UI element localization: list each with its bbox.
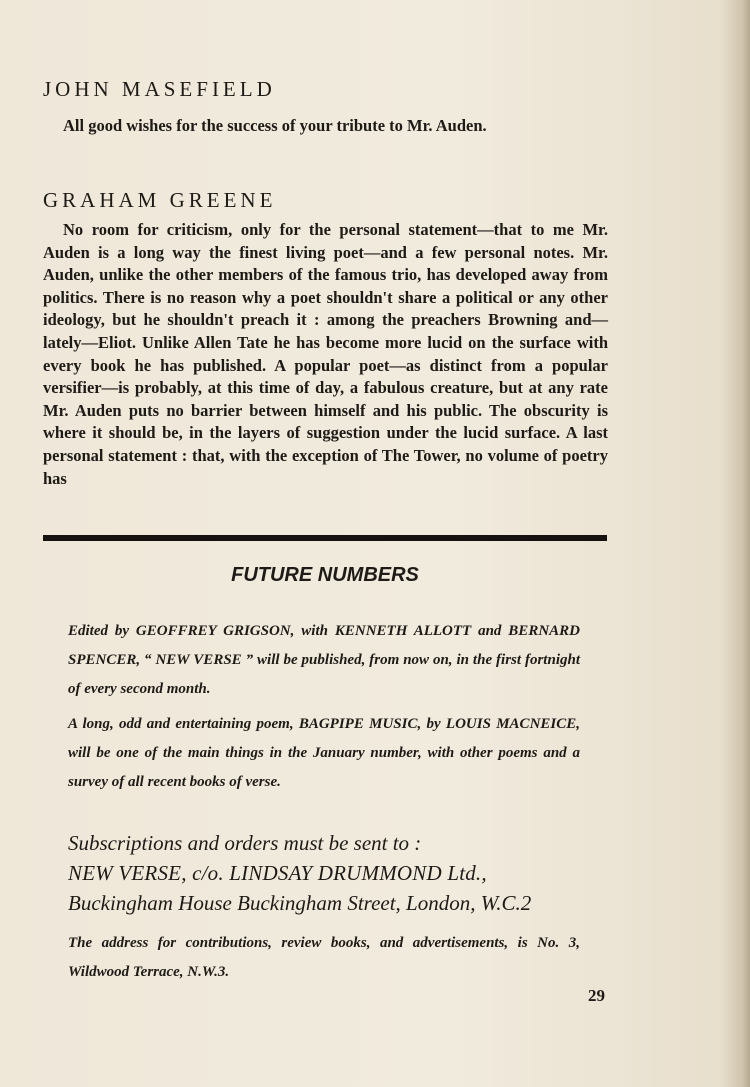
subscriptions-line: Subscriptions and orders must be sent to : — [68, 831, 422, 855]
divider-rule — [43, 535, 607, 541]
masefield-text: All good wishes for the success of your tribute to Mr. Auden. — [63, 116, 487, 135]
address-line-1: NEW VERSE, c/o. LINDSAY DRUMMOND Ltd., — [68, 861, 487, 885]
future-numbers-title: FUTURE NUMBERS — [231, 564, 419, 586]
bagpipe-paragraph: A long, odd and entertaining poem, BAGPIPE MUSIC, by LOUIS MACNEICE, will be one of the main things in the January number, with other poems and a survey of all recent books of verse. — [68, 716, 580, 790]
address-line-2: Buckingham House Buckingham Street, London, W.C.2 — [68, 891, 532, 915]
masefield-heading: JOHN MASEFIELD — [43, 77, 276, 101]
contributions-paragraph: The address for contributions, review books, and advertisements, is No. 3, Wildwood Terrace, N.W.3. — [68, 935, 580, 980]
greene-heading: GRAHAM GREENE — [43, 188, 277, 212]
greene-text: No room for criticism, only for the personal statement—that to me Mr. Auden is a long way the finest living poet—and a few personal notes. Mr. Auden, unlike the other members of the famous trio, has developed away from politics. There is no reason why a poet shouldn't share a political or any other ideology, but he shouldn't preach it : among the preachers Browning and—lately—Eliot. Unlike Allen Tate he has become more lucid on the surface with every book he has published. A popular poet—as distinct from a popular versifier—is probably, at this time of day, a fabulous creature, but at any rate Mr. Auden puts no barrier between himself and his public. The obscurity is where it should be, in the layers of suggestion under the lucid surface. A last personal statement : that, with the exception of The Tower, no volume of poetry has — [43, 220, 608, 488]
page-number: 29 — [588, 986, 605, 1005]
edited-by-paragraph: Edited by GEOFFREY GRIGSON, with KENNETH ALLOTT and BERNARD SPENCER, “ NEW VERSE ” will be published, from now on, in the first fortnight of every second month. — [68, 623, 580, 697]
